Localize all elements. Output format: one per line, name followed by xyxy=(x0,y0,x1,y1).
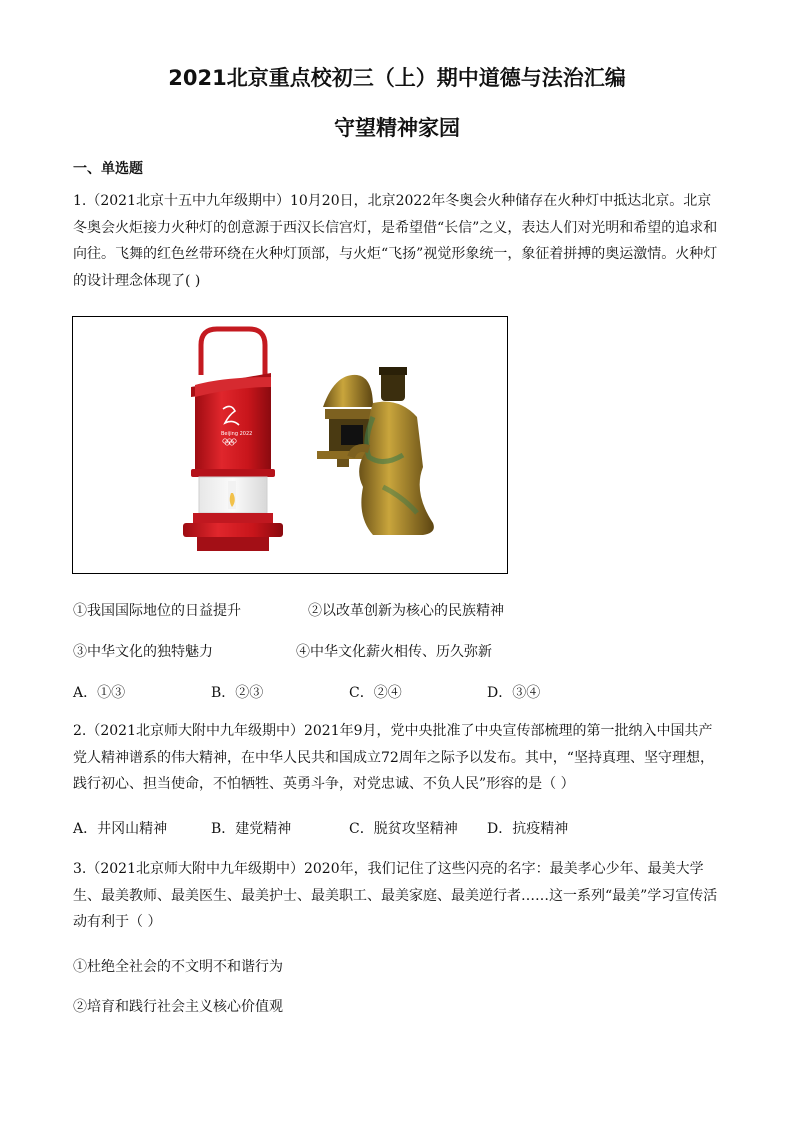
q3-item-1: ①杜绝全社会的不文明不和谐行为 xyxy=(73,959,283,975)
q1-option-d[interactable]: D．③④ xyxy=(487,685,541,701)
q1-item-3: ③中华文化的独特魅力 xyxy=(73,644,213,660)
lantern-illustration xyxy=(73,317,507,573)
q1-option-c[interactable]: C．②④ xyxy=(349,685,402,701)
q1-item-4: ④中华文化薪火相传、历久弥新 xyxy=(296,644,492,660)
q1-item-2: ②以改革创新为核心的民族精神 xyxy=(308,603,504,619)
q1-item-1: ①我国国际地位的日益提升 xyxy=(73,603,241,619)
document-title: 2021北京重点校初三（上）期中道德与法治汇编 xyxy=(168,66,626,90)
section-heading: 一、单选题 xyxy=(73,161,143,177)
question-3-stem: 3.（2021北京师大附中九年级期中）2020年，我们记住了这些闪亮的名字：最美孝心少年、最美大学生、最美教师、最美医生、最美护士、最美职工、最美家庭、最美逆行者……这一系列“最美”学习宣传活动有利于（ ） xyxy=(73,861,718,930)
q1-option-b[interactable]: B．②③ xyxy=(211,685,264,701)
beijing-2022-lantern xyxy=(183,329,283,551)
q2-option-d[interactable]: D．抗疫精神 xyxy=(487,821,569,837)
changxin-palace-lamp xyxy=(317,367,434,535)
q2-option-b[interactable]: B．建党精神 xyxy=(211,821,292,837)
question-2-stem: 2.（2021北京师大附中九年级期中）2021年9月，党中央批准了中央宣传部梳理的第一批纳入中国共产党人精神谱系的伟大精神，在中华人民共和国成立72周年之际予以发布。其中，“坚持真理、坚守理想，践行初心、担当使命，不怕牺牲、英勇斗争，对党忠诚、不负人民”形容的是（ ） xyxy=(73,723,714,792)
q2-option-c[interactable]: C．脱贫攻坚精神 xyxy=(349,821,458,837)
q3-item-2: ②培育和践行社会主义核心价值观 xyxy=(73,999,283,1015)
question-1-figure xyxy=(72,316,508,574)
question-1-stem: 1.（2021北京十五中九年级期中）10月20日，北京2022年冬奥会火种储存在火种灯中抵达北京。北京冬奥会火炬接力火种灯的创意源于西汉长信宫灯，是希望借“长信”之义，表达人们对光明和希望的追求和向往。飞舞的红色丝带环绕在火种灯顶部，与火炬“飞扬”视觉形象统一，象征着拼搏的奥运激情。火种灯的设计理念体现了( ) xyxy=(73,193,718,289)
lantern-logo-text: Beijing 2022 xyxy=(221,431,253,437)
document-subtitle: 守望精神家园 xyxy=(334,116,460,140)
q1-option-a[interactable]: A．①③ xyxy=(73,685,126,701)
q2-option-a[interactable]: A．井冈山精神 xyxy=(73,821,168,837)
